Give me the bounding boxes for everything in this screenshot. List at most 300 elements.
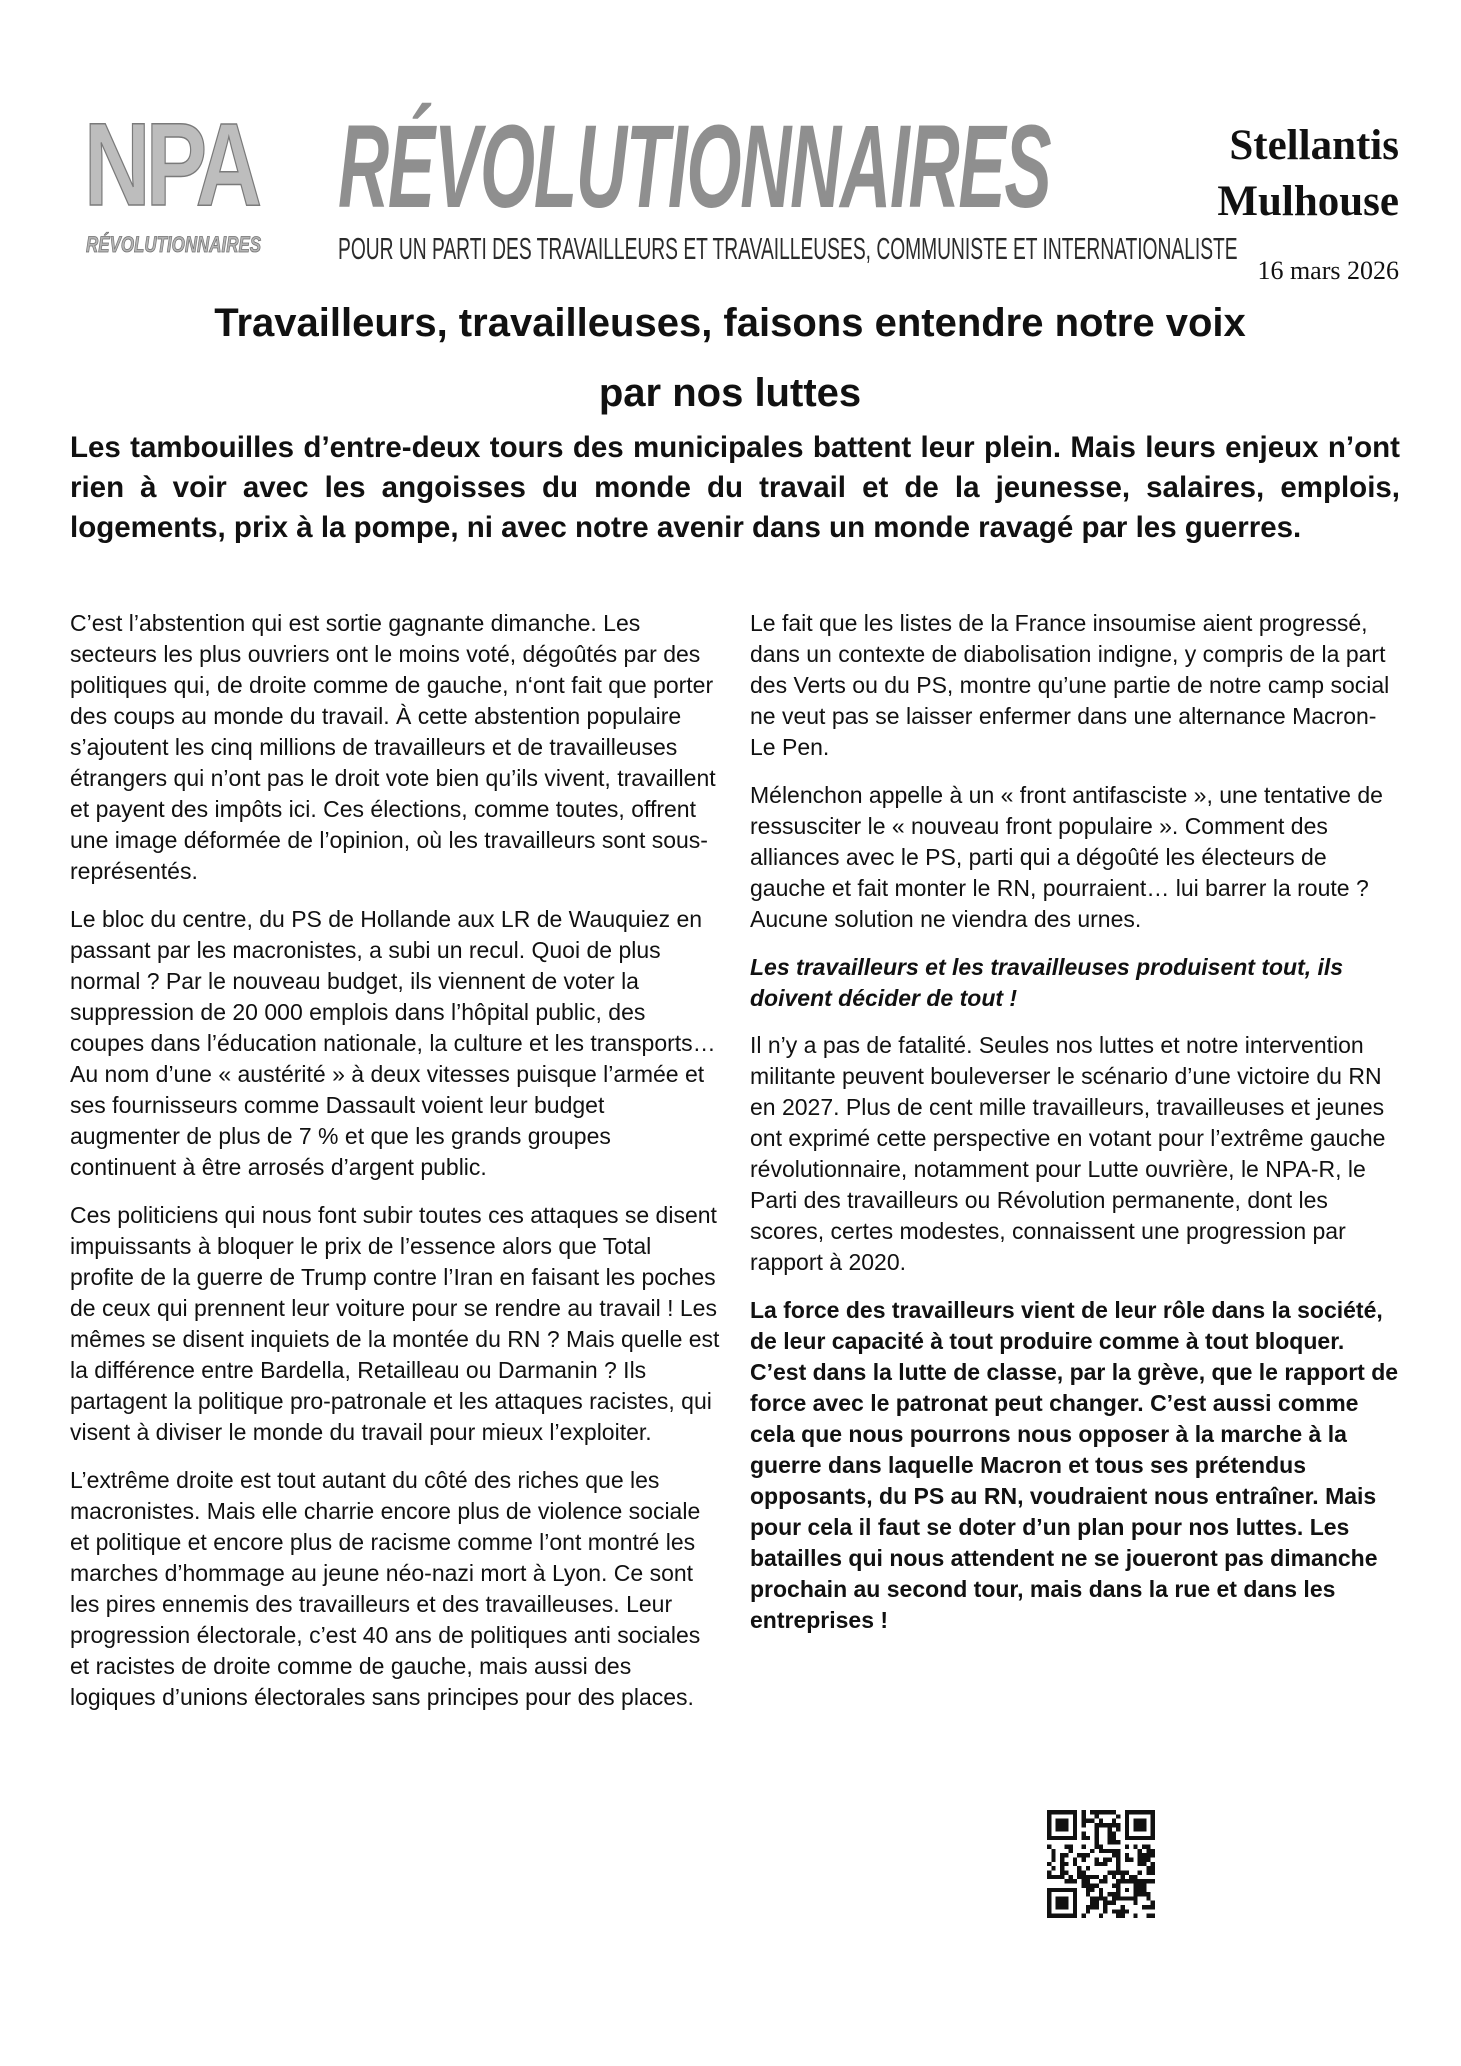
qr-module bbox=[1060, 1866, 1064, 1870]
qr-module bbox=[1082, 1853, 1086, 1857]
qr-module bbox=[1103, 1858, 1107, 1862]
qr-module bbox=[1047, 1892, 1051, 1896]
qr-module bbox=[1047, 1810, 1051, 1814]
qr-module bbox=[1146, 1870, 1150, 1874]
qr-module bbox=[1146, 1849, 1150, 1853]
qr-module bbox=[1125, 1827, 1129, 1831]
qr-module bbox=[1151, 1819, 1155, 1823]
qr-module bbox=[1082, 1914, 1086, 1918]
qr-module bbox=[1064, 1905, 1068, 1909]
qr-module bbox=[1073, 1832, 1077, 1836]
qr-module bbox=[1116, 1862, 1120, 1866]
qr-module bbox=[1086, 1879, 1090, 1883]
qr-module bbox=[1125, 1870, 1129, 1874]
qr-module bbox=[1064, 1914, 1068, 1918]
qr-module bbox=[1133, 1892, 1137, 1896]
qr-module bbox=[1142, 1858, 1146, 1862]
qr-module bbox=[1125, 1814, 1129, 1818]
qr-module bbox=[1056, 1896, 1060, 1900]
qr-module bbox=[1129, 1896, 1133, 1900]
qr-module bbox=[1064, 1853, 1068, 1857]
qr-module bbox=[1146, 1896, 1150, 1900]
qr-module bbox=[1129, 1810, 1133, 1814]
qr-module bbox=[1060, 1819, 1064, 1823]
qr-module bbox=[1060, 1836, 1064, 1840]
qr-module bbox=[1138, 1853, 1142, 1857]
qr-module bbox=[1112, 1896, 1116, 1900]
qr-module bbox=[1151, 1827, 1155, 1831]
qr-module bbox=[1138, 1810, 1142, 1814]
page-title bbox=[80, 288, 1380, 428]
qr-module bbox=[1082, 1836, 1086, 1840]
qr-module bbox=[1073, 1823, 1077, 1827]
qr-module bbox=[1151, 1853, 1155, 1857]
qr-module bbox=[1056, 1836, 1060, 1840]
qr-module bbox=[1125, 1810, 1129, 1814]
qr-module bbox=[1095, 1901, 1099, 1905]
conclusion-paragraph: La force des travailleurs vient de leur rôle dans la société, de leur capacité à tout produire comme à tout bloquer. C’est dans la lutte de classe, par la grève, que le rapport de force avec le patronat peut changer. C’est aussi comme cela que nous pourrons nous opposer à la marche à la guerre dans laquelle Macron et tous ses prétendus opposants, du PS au RN, voudraient nous entraîner. Mais pour cela il faut se doter d’un plan pour nos luttes. Les batailles qui nous attendent ne se joueront pas dimanche prochain au second tour, mais dans la rue et dans les entreprises ! bbox=[750, 1297, 1399, 1633]
qr-module bbox=[1138, 1849, 1142, 1853]
qr-module bbox=[1082, 1845, 1086, 1849]
body-paragraph: Le bloc du centre, du PS de Hollande aux LR de Wauquiez en passant par les macronistes, a subi un recul. Quoi de plus normal ? Par le nouveau budget, ils viennent de voter la suppression de 20 000 emplois dans l’hôpital public, des coupes dans l’éducation nationale, la culture et les transports… Au nom d’une « austérité » à deux vitesses puisque l’armée et ses fournisseurs comme Dassault voient leur budget augmenter de plus de 7 % et que les grands groupes continuent à être arrosés d’argent public. bbox=[70, 906, 716, 1180]
qr-module bbox=[1116, 1896, 1120, 1900]
qr-module bbox=[1099, 1896, 1103, 1900]
page-title-line-2: par nos luttes bbox=[598, 371, 862, 415]
qr-module bbox=[1103, 1905, 1107, 1909]
qr-module bbox=[1082, 1810, 1086, 1814]
qr-module bbox=[1146, 1879, 1150, 1883]
workplace-city: Mulhouse bbox=[1217, 178, 1399, 225]
qr-module bbox=[1086, 1909, 1090, 1913]
qr-module bbox=[1086, 1883, 1090, 1887]
qr-module bbox=[1129, 1879, 1133, 1883]
qr-module bbox=[1060, 1905, 1064, 1909]
qr-module bbox=[1146, 1836, 1150, 1840]
qr-module bbox=[1095, 1810, 1099, 1814]
qr-module bbox=[1073, 1892, 1077, 1896]
qr-module bbox=[1047, 1827, 1051, 1831]
qr-module bbox=[1116, 1883, 1120, 1887]
qr-module bbox=[1064, 1888, 1068, 1892]
qr-module bbox=[1047, 1896, 1051, 1900]
qr-module bbox=[1142, 1845, 1146, 1849]
qr-module bbox=[1103, 1849, 1107, 1853]
qr-module bbox=[1125, 1853, 1129, 1857]
qr-module bbox=[1064, 1896, 1068, 1900]
qr-module bbox=[1146, 1914, 1150, 1918]
qr-module bbox=[1151, 1814, 1155, 1818]
qr-module bbox=[1060, 1862, 1064, 1866]
qr-module bbox=[1112, 1901, 1116, 1905]
qr-module bbox=[1112, 1836, 1116, 1840]
qr-module bbox=[1051, 1849, 1055, 1853]
qr-module bbox=[1064, 1836, 1068, 1840]
qr-module bbox=[1073, 1888, 1077, 1892]
qr-module bbox=[1064, 1810, 1068, 1814]
qr-module bbox=[1125, 1832, 1129, 1836]
body-paragraph: L’extrême droite est tout autant du côté des riches que les macronistes. Mais elle charrie encore plus de violence sociale et politique et encore plus de racisme comme l’ont montré les marches d’hommage au jeune néo-nazi mort à Lyon. Ce sont les pires ennemis des travailleurs et des travailleuses. Leur progression électorale, c’est 40 ans de politiques anti sociales et racistes de droite comme de gauche, mais aussi des logiques d’unions électorales sans principes pour des places. bbox=[70, 1467, 701, 1710]
qr-module bbox=[1138, 1858, 1142, 1862]
qr-module bbox=[1103, 1879, 1107, 1883]
qr-module bbox=[1138, 1823, 1142, 1827]
qr-module bbox=[1133, 1819, 1137, 1823]
workplace-company: Stellantis bbox=[1229, 122, 1399, 169]
qr-module bbox=[1116, 1840, 1120, 1844]
qr-module bbox=[1116, 1858, 1120, 1862]
qr-module bbox=[1125, 1879, 1129, 1883]
qr-module bbox=[1099, 1862, 1103, 1866]
qr-module bbox=[1107, 1849, 1111, 1853]
qr-module bbox=[1056, 1823, 1060, 1827]
qr-module bbox=[1116, 1888, 1120, 1892]
qr-module bbox=[1099, 1819, 1103, 1823]
npa-logo-subtitle: RÉVOLUTIONNAIRES bbox=[86, 232, 262, 257]
npa-logo-letters: NPA bbox=[84, 99, 258, 231]
qr-module bbox=[1107, 1870, 1111, 1874]
qr-module bbox=[1116, 1849, 1120, 1853]
qr-module bbox=[1146, 1866, 1150, 1870]
qr-module bbox=[1138, 1819, 1142, 1823]
qr-module bbox=[1151, 1901, 1155, 1905]
qr-module bbox=[1129, 1836, 1133, 1840]
qr-module bbox=[1082, 1858, 1086, 1862]
qr-module bbox=[1086, 1888, 1090, 1892]
qr-module bbox=[1138, 1862, 1142, 1866]
qr-module bbox=[1146, 1892, 1150, 1896]
qr-module bbox=[1146, 1905, 1150, 1909]
qr-module bbox=[1056, 1914, 1060, 1918]
qr-module bbox=[1146, 1845, 1150, 1849]
qr-module bbox=[1112, 1883, 1116, 1887]
qr-module bbox=[1069, 1836, 1073, 1840]
qr-module bbox=[1146, 1858, 1150, 1862]
qr-module bbox=[1116, 1892, 1120, 1896]
qr-module bbox=[1047, 1905, 1051, 1909]
qr-module bbox=[1082, 1819, 1086, 1823]
workplace-name bbox=[1217, 118, 1399, 230]
qr-module bbox=[1047, 1875, 1051, 1879]
qr-module bbox=[1069, 1845, 1073, 1849]
qr-module bbox=[1051, 1875, 1055, 1879]
qr-module bbox=[1095, 1862, 1099, 1866]
qr-module bbox=[1107, 1892, 1111, 1896]
qr-module bbox=[1073, 1901, 1077, 1905]
qr-module bbox=[1095, 1823, 1099, 1827]
qr-module bbox=[1125, 1819, 1129, 1823]
qr-module bbox=[1060, 1896, 1064, 1900]
qr-module bbox=[1129, 1875, 1133, 1879]
qr-module bbox=[1073, 1836, 1077, 1840]
qr-module bbox=[1047, 1888, 1051, 1892]
qr-module bbox=[1047, 1909, 1051, 1913]
qr-module bbox=[1103, 1875, 1107, 1879]
qr-module bbox=[1051, 1810, 1055, 1814]
qr-module bbox=[1133, 1896, 1137, 1900]
qr-module bbox=[1060, 1901, 1064, 1905]
qr-module bbox=[1112, 1832, 1116, 1836]
qr-module bbox=[1073, 1810, 1077, 1814]
qr-module bbox=[1125, 1845, 1129, 1849]
qr-module bbox=[1125, 1909, 1129, 1913]
qr-module bbox=[1133, 1879, 1137, 1883]
qr-module bbox=[1077, 1853, 1081, 1857]
left-column bbox=[70, 608, 720, 1730]
qr-module bbox=[1073, 1896, 1077, 1900]
qr-module bbox=[1125, 1836, 1129, 1840]
body-paragraph: Le fait que les listes de la France insoumise aient progressé, dans un contexte de diabolisation indigne, y compris de la part des Verts ou du PS, montre qu’une partie de notre camp social ne veut pas se laisser enfermer dans une alternance Macron-Le Pen. bbox=[750, 610, 1390, 760]
qr-module bbox=[1125, 1858, 1129, 1862]
qr-module bbox=[1086, 1905, 1090, 1909]
qr-module bbox=[1095, 1875, 1099, 1879]
qr-module bbox=[1138, 1870, 1142, 1874]
qr-module bbox=[1151, 1905, 1155, 1909]
qr-module bbox=[1047, 1901, 1051, 1905]
qr-module bbox=[1064, 1870, 1068, 1874]
qr-module bbox=[1056, 1905, 1060, 1909]
qr-module bbox=[1133, 1810, 1137, 1814]
qr-module bbox=[1120, 1870, 1124, 1874]
qr-module bbox=[1060, 1810, 1064, 1814]
qr-module bbox=[1082, 1875, 1086, 1879]
qr-module bbox=[1077, 1866, 1081, 1870]
qr-module bbox=[1047, 1862, 1051, 1866]
qr-module bbox=[1129, 1858, 1133, 1862]
qr-module bbox=[1125, 1823, 1129, 1827]
qr-module bbox=[1142, 1827, 1146, 1831]
qr-module bbox=[1099, 1845, 1103, 1849]
qr-module bbox=[1133, 1827, 1137, 1831]
qr-module bbox=[1151, 1823, 1155, 1827]
qr-module bbox=[1082, 1832, 1086, 1836]
qr-module bbox=[1073, 1914, 1077, 1918]
qr-module bbox=[1060, 1875, 1064, 1879]
qr-module bbox=[1069, 1875, 1073, 1879]
qr-module bbox=[1116, 1823, 1120, 1827]
qr-module bbox=[1151, 1879, 1155, 1883]
qr-module bbox=[1095, 1858, 1099, 1862]
qr-module bbox=[1069, 1914, 1073, 1918]
qr-module bbox=[1086, 1866, 1090, 1870]
qr-module bbox=[1047, 1836, 1051, 1840]
qr-module bbox=[1138, 1892, 1142, 1896]
qr-module bbox=[1099, 1879, 1103, 1883]
qr-module bbox=[1103, 1901, 1107, 1905]
qr-module bbox=[1107, 1823, 1111, 1827]
qr-module bbox=[1142, 1819, 1146, 1823]
qr-module bbox=[1120, 1909, 1124, 1913]
qr-module bbox=[1103, 1810, 1107, 1814]
qr-module bbox=[1090, 1901, 1094, 1905]
qr-module bbox=[1051, 1836, 1055, 1840]
qr-module bbox=[1090, 1896, 1094, 1900]
qr-module bbox=[1047, 1914, 1051, 1918]
qr-module bbox=[1133, 1914, 1137, 1918]
qr-module bbox=[1090, 1888, 1094, 1892]
qr-module bbox=[1086, 1853, 1090, 1857]
qr-module bbox=[1107, 1901, 1111, 1905]
qr-module bbox=[1133, 1888, 1137, 1892]
qr-module bbox=[1095, 1832, 1099, 1836]
qr-module bbox=[1107, 1840, 1111, 1844]
qr-module bbox=[1073, 1879, 1077, 1883]
body-paragraph: Mélenchon appelle à un « front antifasciste », une tentative de ressusciter le « nouveau front populaire ». Comment des alliances avec le PS, parti qui a dégoûté les électeurs de gauche et fait monter le RN, pourraient… lui barrer la route ? Aucune solution ne viendra des urnes. bbox=[750, 782, 1383, 932]
qr-module bbox=[1047, 1870, 1051, 1874]
qr-module bbox=[1138, 1836, 1142, 1840]
qr-module bbox=[1138, 1827, 1142, 1831]
qr-module bbox=[1090, 1819, 1094, 1823]
qr-module bbox=[1112, 1853, 1116, 1857]
body-paragraph: Il n’y a pas de fatalité. Seules nos luttes et notre intervention militante peuvent bouleverser le scénario d’une victoire du RN en 2027. Plus de cent mille travailleurs, travailleuses et jeunes ont exprimé cette perspective en votant pour l’extrême gauche révolutionnaire, notamment pour Lutte ouvrière, le NPA-R, le Parti des travailleurs ou Révolution permanente, dont les scores, certes modestes, connaissent une progression par rapport à 2020. bbox=[750, 1032, 1386, 1275]
qr-module bbox=[1138, 1888, 1142, 1892]
qr-module bbox=[1095, 1814, 1099, 1818]
qr-module bbox=[1107, 1810, 1111, 1814]
qr-module bbox=[1112, 1849, 1116, 1853]
qr-module bbox=[1099, 1914, 1103, 1918]
qr-module bbox=[1060, 1823, 1064, 1827]
qr-module bbox=[1095, 1896, 1099, 1900]
qr-module bbox=[1051, 1888, 1055, 1892]
qr-module bbox=[1060, 1853, 1064, 1857]
qr-module bbox=[1116, 1870, 1120, 1874]
qr-module bbox=[1120, 1914, 1124, 1918]
qr-module bbox=[1086, 1875, 1090, 1879]
qr-module bbox=[1051, 1858, 1055, 1862]
qr-module bbox=[1095, 1905, 1099, 1909]
qr-module bbox=[1082, 1883, 1086, 1887]
qr-module bbox=[1047, 1823, 1051, 1827]
qr-module bbox=[1133, 1823, 1137, 1827]
qr-module bbox=[1133, 1845, 1137, 1849]
qr-module bbox=[1120, 1879, 1124, 1883]
qr-module bbox=[1133, 1875, 1137, 1879]
qr-module bbox=[1142, 1888, 1146, 1892]
qr-module bbox=[1086, 1892, 1090, 1896]
qr-module bbox=[1133, 1836, 1137, 1840]
qr-module bbox=[1069, 1810, 1073, 1814]
qr-module bbox=[1120, 1896, 1124, 1900]
qr-module bbox=[1047, 1814, 1051, 1818]
qr-module bbox=[1138, 1883, 1142, 1887]
qr-module bbox=[1064, 1823, 1068, 1827]
revolutionnaires-wordmark: RÉVOLUTIONNAIRES bbox=[338, 101, 1051, 233]
qr-module bbox=[1120, 1875, 1124, 1879]
qr-module bbox=[1112, 1840, 1116, 1844]
qr-module bbox=[1146, 1853, 1150, 1857]
qr-module bbox=[1082, 1823, 1086, 1827]
qr-module bbox=[1060, 1827, 1064, 1831]
qr-module bbox=[1095, 1840, 1099, 1844]
qr-module bbox=[1099, 1823, 1103, 1827]
qr-module bbox=[1099, 1849, 1103, 1853]
qr-module bbox=[1120, 1905, 1124, 1909]
qr-module bbox=[1060, 1870, 1064, 1874]
qr-module bbox=[1151, 1862, 1155, 1866]
qr-module bbox=[1064, 1879, 1068, 1883]
qr-module bbox=[1099, 1892, 1103, 1896]
qr-module bbox=[1125, 1896, 1129, 1900]
qr-module bbox=[1047, 1819, 1051, 1823]
qr-module bbox=[1112, 1870, 1116, 1874]
qr-module bbox=[1077, 1875, 1081, 1879]
qr-module bbox=[1133, 1901, 1137, 1905]
qr-module bbox=[1116, 1853, 1120, 1857]
qr-module bbox=[1112, 1810, 1116, 1814]
qr-module bbox=[1056, 1819, 1060, 1823]
qr-module bbox=[1095, 1845, 1099, 1849]
qr-module bbox=[1073, 1819, 1077, 1823]
qr-module bbox=[1142, 1892, 1146, 1896]
issue-date: 16 mars 2026 bbox=[1257, 256, 1399, 285]
qr-module bbox=[1095, 1836, 1099, 1840]
qr-module bbox=[1107, 1832, 1111, 1836]
qr-module bbox=[1151, 1870, 1155, 1874]
qr-module bbox=[1064, 1862, 1068, 1866]
qr-module bbox=[1073, 1814, 1077, 1818]
qr-module bbox=[1090, 1875, 1094, 1879]
qr-module bbox=[1090, 1905, 1094, 1909]
qr-module bbox=[1051, 1853, 1055, 1857]
qr-module bbox=[1142, 1862, 1146, 1866]
qr-module bbox=[1116, 1914, 1120, 1918]
qr-module bbox=[1116, 1814, 1120, 1818]
qr-module bbox=[1116, 1909, 1120, 1913]
qr-module bbox=[1090, 1810, 1094, 1814]
qr-module bbox=[1142, 1836, 1146, 1840]
qr-module bbox=[1142, 1879, 1146, 1883]
qr-module bbox=[1064, 1845, 1068, 1849]
body-paragraph: Ces politiciens qui nous font subir toutes ces attaques se disent impuissants à bloquer le prix de l’essence alors que Total profite de la guerre de Trump contre l’Iran en faisant les poches de ceux qui prennent leur voiture pour se rendre au travail ! Les mêmes se disent inquiets de la montée du RN ? Mais quelle est la différence entre Bardella, Retailleau ou Darmanin ? Ils partagent la politique pro-patronale et les attaques racistes, qui visent à diviser le monde du travail pour mieux l’exploiter. bbox=[70, 1202, 720, 1445]
qr-module bbox=[1112, 1892, 1116, 1896]
qr-module bbox=[1069, 1888, 1073, 1892]
qr-module bbox=[1073, 1858, 1077, 1862]
qr-module bbox=[1086, 1836, 1090, 1840]
qr-module bbox=[1142, 1823, 1146, 1827]
qr-module bbox=[1047, 1845, 1051, 1849]
qr-module bbox=[1090, 1849, 1094, 1853]
qr-module bbox=[1069, 1849, 1073, 1853]
qr-module bbox=[1151, 1836, 1155, 1840]
qr-module bbox=[1142, 1905, 1146, 1909]
body-paragraph: C’est l’abstention qui est sortie gagnante dimanche. Les secteurs les plus ouvriers ont le moins voté, dégoûtés par des politiques qui, de droite comme de gauche, n‘ont fait que porter des coups au monde du travail. À cette abstention populaire s’ajoutent les cinq millions de travailleurs et de travailleuses étrangers qui n’ont pas le droit vote bien qu’ils vivent, travaillent et payent des impôts ici. Ces élections, comme toutes, offrent une image déformée de l’opinion, où les travailleurs sont sous-représentés. bbox=[70, 610, 716, 884]
qr-module bbox=[1125, 1888, 1129, 1892]
qr-module bbox=[1107, 1858, 1111, 1862]
qr-module bbox=[1060, 1914, 1064, 1918]
qr-module bbox=[1116, 1827, 1120, 1831]
qr-module bbox=[1077, 1870, 1081, 1874]
qr-module bbox=[1086, 1819, 1090, 1823]
qr-module bbox=[1064, 1901, 1068, 1905]
qr-module bbox=[1116, 1866, 1120, 1870]
section-subheading: Les travailleurs et les travailleuses produisent tout, ils doivent décider de tout ! bbox=[750, 954, 1344, 1011]
qr-module bbox=[1064, 1827, 1068, 1831]
qr-module bbox=[1056, 1901, 1060, 1905]
qr-module bbox=[1056, 1875, 1060, 1879]
qr-module bbox=[1107, 1836, 1111, 1840]
qr-code-icon[interactable] bbox=[1047, 1810, 1155, 1918]
qr-module bbox=[1112, 1875, 1116, 1879]
qr-module bbox=[1095, 1827, 1099, 1831]
qr-module bbox=[1051, 1866, 1055, 1870]
qr-module bbox=[1107, 1827, 1111, 1831]
qr-module bbox=[1133, 1883, 1137, 1887]
qr-module bbox=[1151, 1849, 1155, 1853]
qr-module bbox=[1116, 1879, 1120, 1883]
qr-module bbox=[1060, 1888, 1064, 1892]
qr-module bbox=[1082, 1814, 1086, 1818]
qr-module bbox=[1146, 1810, 1150, 1814]
qr-module bbox=[1060, 1858, 1064, 1862]
qr-module bbox=[1151, 1914, 1155, 1918]
